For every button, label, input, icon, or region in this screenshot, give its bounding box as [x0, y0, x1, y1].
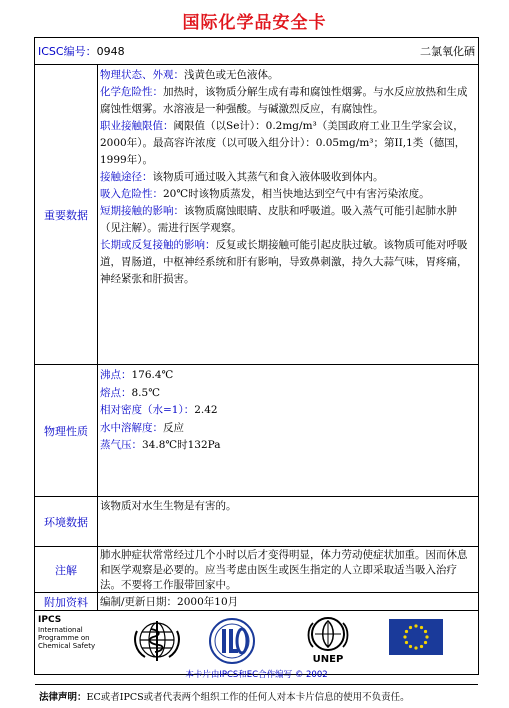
- important-data-row: [35, 64, 478, 364]
- prop-melting-point: 熔点：8.5℃: [100, 386, 160, 399]
- eu-star-icon: [409, 626, 412, 629]
- important-data-label: 重要数据: [35, 65, 98, 364]
- prop-vapour-pressure: 蒸气压：34.8℃时132Pa: [100, 439, 221, 451]
- chemical-name: 二氯氧化硒: [420, 45, 475, 58]
- eu-star-icon: [425, 635, 428, 638]
- environment-text: 该物质对水生生物是有害的。: [100, 500, 237, 512]
- environment-label: 环境数据: [35, 497, 98, 546]
- item-exposure-limits: 职业接触限值：阈限值（以Se计）：0.2mg/m³（美国政府工业卫生学家会议，2000年）。最高容许浓度（以可吸入组分计）：0.05mg/m³；第II,1类（德国，1999年）。: [100, 120, 466, 166]
- important-data-content: [99, 65, 478, 364]
- item-long-term-effects: 长期或反复接触的影响：反复或长期接触可能引起皮肤过敏。该物质可能对呼吸道，胃肠道，中枢神经系统和肝有影响，导致鼻刺激，持久大蒜气味，胃疼痛，神经紧张和肝损害。: [100, 239, 468, 285]
- icsc-card: [34, 37, 479, 703]
- eu-flag-icon: [389, 619, 443, 655]
- eu-star-icon: [405, 630, 408, 633]
- eu-star-icon: [403, 635, 406, 638]
- eu-star-icon: [414, 646, 417, 649]
- header-row: [35, 38, 478, 64]
- legal-statement: [39, 689, 410, 703]
- unep-text: UNEP: [312, 654, 344, 665]
- notes-label: 注解: [35, 547, 98, 592]
- eu-star-icon: [409, 645, 412, 648]
- eu-star-icon: [405, 641, 408, 644]
- physical-properties-label: 物理性质: [35, 365, 98, 496]
- environment-row: [35, 496, 478, 546]
- legal-label: 法律声明：: [39, 692, 87, 703]
- physical-properties-row: [35, 364, 478, 496]
- icsc-id-value: 0948: [96, 45, 125, 58]
- notes-row: [35, 546, 478, 592]
- legal-row: [35, 684, 478, 708]
- prop-water-solubility: 水中溶解度：反应: [100, 421, 184, 434]
- ilo-logo-icon: [207, 615, 257, 667]
- prop-relative-density: 相对密度（水=1）：2.42: [100, 404, 218, 416]
- item-chemical-danger: 化学危险性：加热时，该物质分解生成有毒和腐蚀性烟雾。与水反应放热和生成腐蚀性烟雾。水溶液是一种强酸。与碱激烈反应，有腐蚀性。: [100, 86, 468, 115]
- eu-star-icon: [420, 645, 423, 648]
- prop-boiling-point: 沸点：176.4℃: [100, 369, 174, 381]
- card-title: 国际化学品安全卡: [182, 13, 327, 33]
- icsc-id: [38, 43, 125, 59]
- eu-star-icon: [424, 630, 427, 633]
- eu-star-icon: [420, 626, 423, 629]
- eu-star-icon: [414, 624, 417, 627]
- extra-info-text: 编制/更新日期：2000年10月: [100, 596, 239, 608]
- item-appearance: 物理状态、外观：浅黄色或无色液体。: [100, 69, 279, 81]
- eu-star-icon: [424, 641, 427, 644]
- extra-info-label: 附加资料: [35, 593, 98, 610]
- ipcs-logo-text: IPCS International Programme on Chemical Safety: [38, 615, 96, 650]
- notes-text: 肺水肿症状常常经过几个小时以后才变得明显，体力劳动使症状加重。因而休息和医学观察是必要的。应当考虑由医生或医生指定的人立即采取适当吸入治疗法。不要将工作服带回家中。: [100, 549, 468, 591]
- icsc-id-label: ICSC编号：: [38, 45, 97, 58]
- who-logo-icon: [131, 617, 183, 665]
- logos-row: [35, 610, 478, 684]
- credit-line: 本卡片由IPCS和EC合作编写 © 2002: [185, 670, 328, 680]
- unep-logo-icon: [301, 615, 355, 667]
- item-short-term-effects: 短期接触的影响：该物质腐蚀眼睛、皮肤和呼吸道。吸入蒸气可能引起肺水肿（见注解）。需进行医学观察。: [100, 205, 457, 234]
- item-exposure-routes: 接触途径：该物质可通过吸入其蒸气和食入液体吸收到体内。: [100, 171, 384, 183]
- physical-properties-content: [99, 365, 478, 496]
- item-inhalation-risk: 吸入危险性：20℃时该物质蒸发，相当快地达到空气中有害污染浓度。: [100, 188, 430, 200]
- legal-text: EC或者IPCS或者代表两个组织工作的任何人对本卡片信息的使用不负责任。: [86, 692, 410, 703]
- extra-info-row: [35, 592, 478, 610]
